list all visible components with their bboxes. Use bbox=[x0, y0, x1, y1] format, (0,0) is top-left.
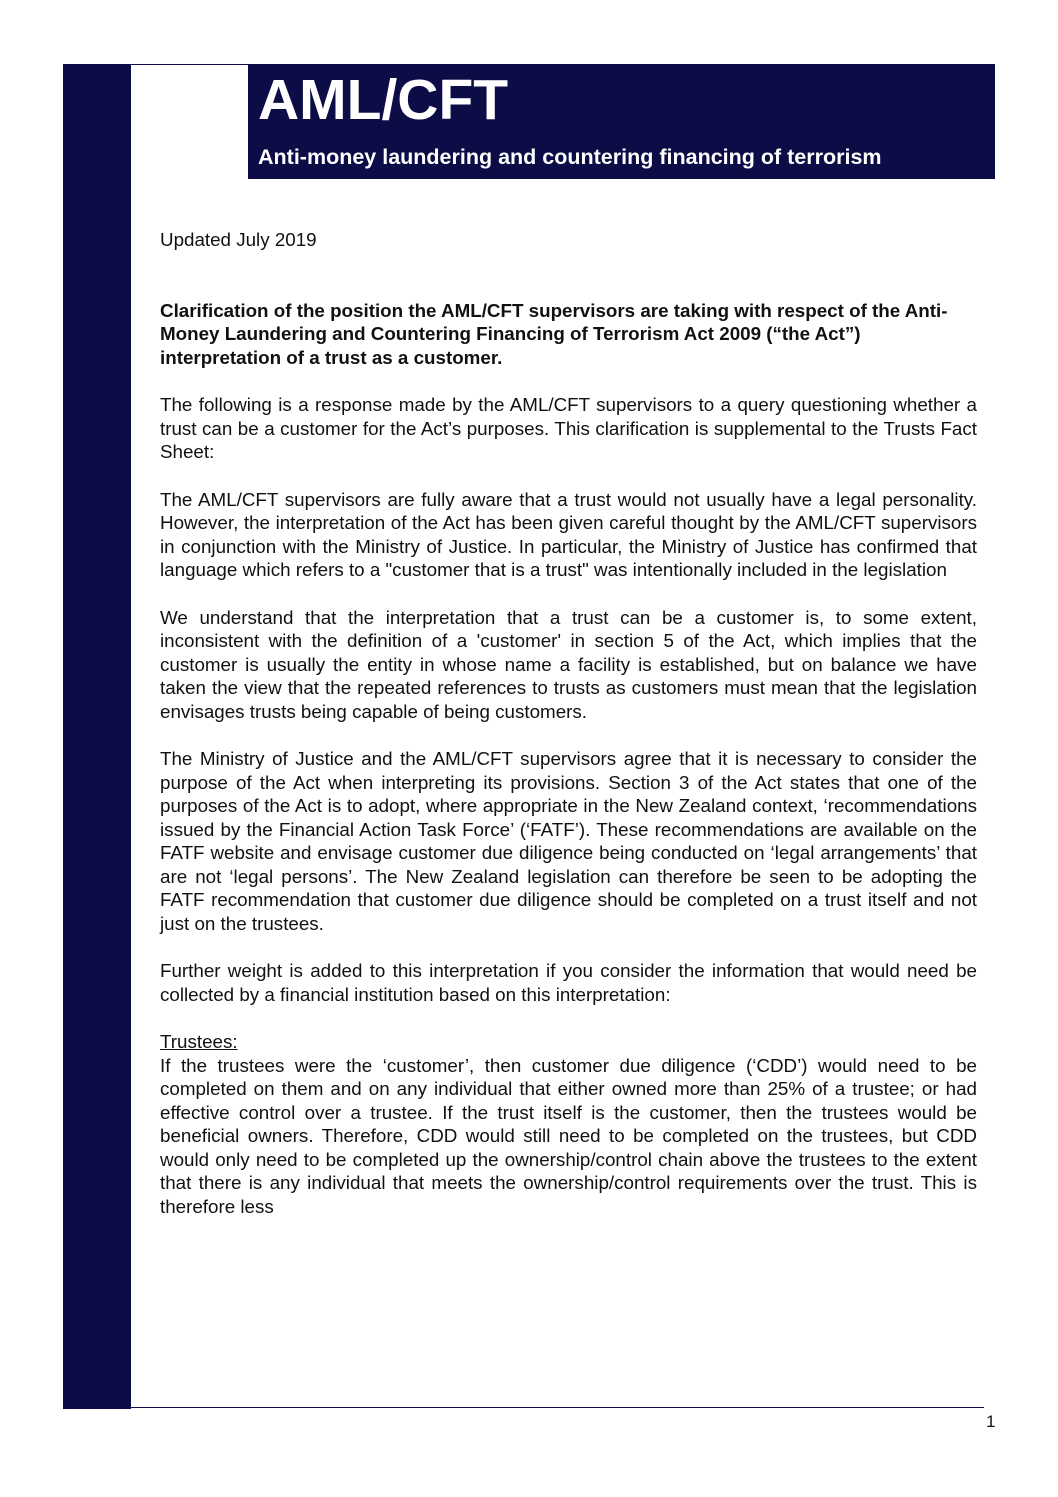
update-date: Updated July 2019 bbox=[160, 229, 317, 250]
paragraph-2: The AML/CFT supervisors are fully aware that a trust would not usually have a legal personality. However, the interpretation of the Act has been given careful thought by the AML/CFT supervisors in conjunction with the Ministry of Justice. In particular, the Ministry of Justice has confirmed that language which refers to a "customer that is a trust" was intentionally included in the legislation bbox=[160, 488, 977, 580]
paragraph-4: The Ministry of Justice and the AML/CFT supervisors agree that it is necessary to consider the purpose of the Act when interpreting its provisions. Section 3 of the Act states that one of the purposes of the Act is to adopt, where appropriate in the New Zealand context, ‘recommendations issued by the Financial Action Task Force’ (‘FATF’). These recommendations are available on the FATF website and envisage customer due diligence being conducted on ‘legal arrangements’ that are not ‘legal persons’. The New Zealand legislation can therefore be seen to be adopting the FATF recommendation that customer due diligence should be completed on a trust itself and not just on the trustees. bbox=[160, 748, 977, 934]
paragraph-1: The following is a response made by the AML/CFT supervisors to a query questioning whether a trust can be a customer for the Act’s purposes. This clarification is supplemental to the Trusts Fact Sheet: bbox=[160, 394, 977, 462]
side-bar bbox=[63, 64, 131, 1409]
title-banner bbox=[248, 64, 995, 179]
document-body bbox=[160, 228, 977, 1242]
document-heading: Clarification of the position the AML/CFT supervisors are taking with respect of the Anti-Money Laundering and Countering Financing of Terrorism Act 2009 (“the Act”) interpretation of a trust as a customer. bbox=[160, 299, 948, 368]
trustees-paragraph: If the trustees were the ‘customer’, then customer due diligence (‘CDD’) would need to be completed on them and on any individual that either owned more than 25% of a trustee; or had effective control over a trustee. If the trust itself is the customer, then the trustees would be beneficial owners. Therefore, CDD would still need to be completed on the trustees, but CDD would only need to be completed up the ownership/control chain above the trustees to the extent that there is any individual that meets the ownership/control requirements over the trust. This is therefore less bbox=[160, 1054, 977, 1217]
trustees-heading: Trustees: bbox=[160, 1031, 238, 1052]
paragraph-3: We understand that the interpretation that a trust can be a customer is, to some extent, inconsistent with the definition of a 'customer' in section 5 of the Act, which implies that the customer is usually the entity in whose name a facility is established, but on balance we have taken the view that the repeated references to trusts as customers must mean that the legislation envisages trusts being capable of being customers. bbox=[160, 606, 977, 722]
bottom-rule bbox=[131, 1407, 984, 1408]
banner-subtitle: Anti-money laundering and countering financing of terrorism bbox=[258, 145, 882, 169]
page-number: 1 bbox=[986, 1412, 996, 1431]
banner-title: AML/CFT bbox=[258, 68, 509, 132]
paragraph-5: Further weight is added to this interpretation if you consider the information that would need be collected by a financial institution based on this interpretation: bbox=[160, 960, 977, 1005]
